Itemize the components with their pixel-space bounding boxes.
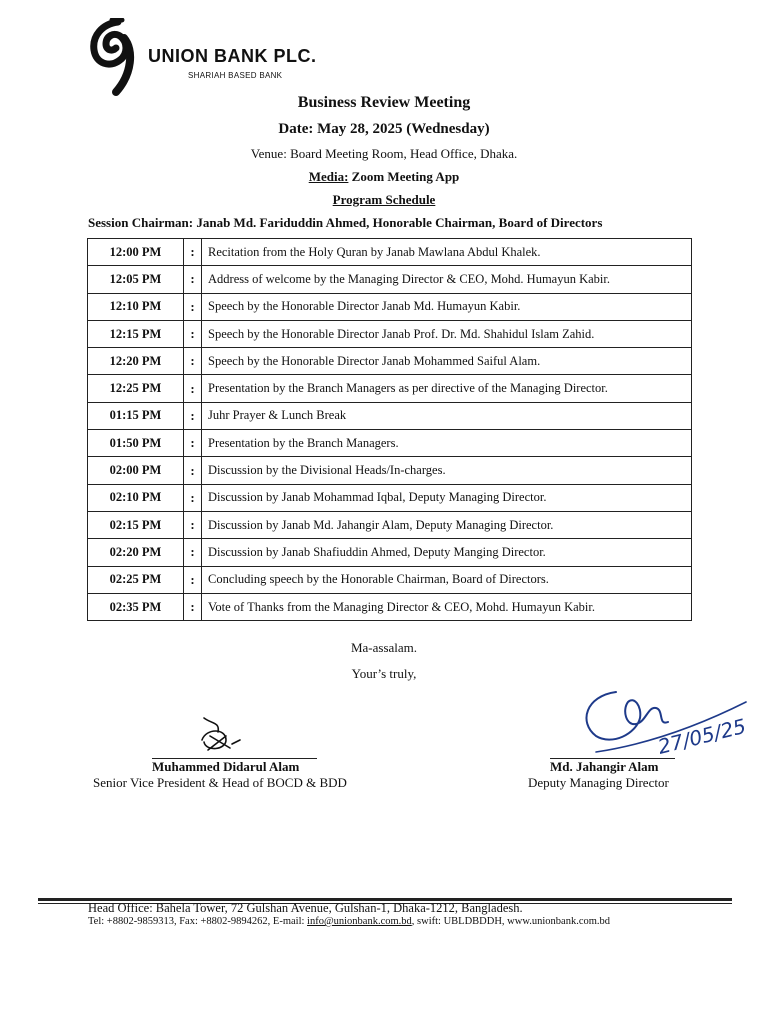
schedule-row [88, 375, 692, 402]
schedule-time: 12:05 PM [88, 266, 184, 293]
schedule-description: Concluding speech by the Honorable Chairman, Board of Directors. [202, 566, 692, 593]
footer-contact-prefix: Tel: +8802-9859313, Fax: +8802-9894262, E-mail: [88, 916, 308, 927]
schedule-description: Discussion by the Divisional Heads/In-charges. [202, 457, 692, 484]
schedule-time: 12:10 PM [88, 293, 184, 320]
schedule-description: Speech by the Honorable Director Janab Md. Humayun Kabir. [202, 293, 692, 320]
schedule-time: 12:20 PM [88, 348, 184, 375]
bank-tagline: SHARIAH BASED BANK [188, 71, 283, 80]
schedule-separator: : [184, 457, 202, 484]
schedule-separator: : [184, 593, 202, 620]
schedule-time: 01:50 PM [88, 430, 184, 457]
signature-date-text: 27/05/25 [655, 713, 749, 759]
schedule-separator: : [184, 539, 202, 566]
schedule-time: 02:35 PM [88, 593, 184, 620]
schedule-row [88, 430, 692, 457]
program-schedule-table [87, 238, 692, 621]
schedule-description: Vote of Thanks from the Managing Director & CEO, Mohd. Humayun Kabir. [202, 593, 692, 620]
signatory-right-title: Deputy Managing Director [528, 775, 669, 790]
schedule-description: Presentation by the Branch Managers as per directive of the Managing Director. [202, 375, 692, 402]
signatory-left-name: Muhammed Didarul Alam [152, 759, 300, 774]
session-chairman: Session Chairman: Janab Md. Fariduddin Ahmed, Honorable Chairman, Board of Directors [88, 215, 603, 230]
schedule-time: 12:25 PM [88, 375, 184, 402]
signatory-left-title: Senior Vice President & Head of BOCD & BDD [93, 775, 347, 790]
schedule-separator: : [184, 239, 202, 266]
schedule-time: 12:00 PM [88, 239, 184, 266]
signature-left-image [196, 714, 244, 756]
schedule-row [88, 593, 692, 620]
schedule-time: 02:20 PM [88, 539, 184, 566]
schedule-row [88, 457, 692, 484]
schedule-time: 12:15 PM [88, 320, 184, 347]
meeting-venue: Venue: Board Meeting Room, Head Office, Dhaka. [250, 146, 518, 161]
schedule-description: Discussion by Janab Shafiuddin Ahmed, Deputy Manging Director. [202, 539, 692, 566]
footer-contact [88, 916, 610, 927]
bank-logo [88, 18, 348, 98]
schedule-description: Speech by the Honorable Director Janab Mohammed Saiful Alam. [202, 348, 692, 375]
schedule-row [88, 484, 692, 511]
schedule-separator: : [184, 511, 202, 538]
schedule-row [88, 266, 692, 293]
schedule-description: Juhr Prayer & Lunch Break [202, 402, 692, 429]
schedule-separator: : [184, 484, 202, 511]
meeting-date: Date: May 28, 2025 (Wednesday) [278, 121, 490, 137]
footer-email-link[interactable]: info@unionbank.com.bd [307, 916, 412, 927]
meeting-media [0, 169, 768, 185]
schedule-row [88, 239, 692, 266]
footer-contact-suffix: , swift: UBLDBDDH, www.unionbank.com.bd [411, 916, 611, 927]
schedule-time: 01:15 PM [88, 402, 184, 429]
schedule-description: Discussion by Janab Mohammad Iqbal, Deputy Managing Director. [202, 484, 692, 511]
media-label: Media: [308, 169, 349, 184]
schedule-row [88, 566, 692, 593]
schedule-time: 02:00 PM [88, 457, 184, 484]
closing-sign-off: Your’s truly, [351, 666, 417, 681]
footer-address: Head Office: Bahela Tower, 72 Gulshan Avenue, Gulshan-1, Dhaka-1212, Bangladesh. [88, 901, 523, 915]
schedule-separator: : [184, 293, 202, 320]
schedule-heading: Program Schedule [332, 192, 436, 207]
schedule-separator: : [184, 375, 202, 402]
schedule-separator: : [184, 402, 202, 429]
schedule-separator: : [184, 566, 202, 593]
schedule-row [88, 539, 692, 566]
union-bank-logo-icon [88, 18, 140, 96]
schedule-time: 02:15 PM [88, 511, 184, 538]
schedule-row [88, 293, 692, 320]
schedule-time: 02:25 PM [88, 566, 184, 593]
meeting-title: Business Review Meeting [297, 94, 471, 111]
schedule-description: Speech by the Honorable Director Janab Prof. Dr. Md. Shahidul Islam Zahid. [202, 320, 692, 347]
schedule-row [88, 511, 692, 538]
closing-salutation: Ma-assalam. [350, 640, 418, 655]
schedule-separator: : [184, 348, 202, 375]
schedule-row [88, 320, 692, 347]
signature-right-image [576, 682, 766, 764]
schedule-separator: : [184, 320, 202, 347]
schedule-separator: : [184, 430, 202, 457]
schedule-body [88, 239, 692, 621]
schedule-description: Address of welcome by the Managing Director & CEO, Mohd. Humayun Kabir. [202, 266, 692, 293]
schedule-separator: : [184, 266, 202, 293]
media-value: Zoom Meeting App [348, 169, 460, 184]
schedule-description: Presentation by the Branch Managers. [202, 430, 692, 457]
schedule-row [88, 402, 692, 429]
schedule-description: Recitation from the Holy Quran by Janab Mawlana Abdul Khalek. [202, 239, 692, 266]
schedule-row [88, 348, 692, 375]
bank-name: UNION BANK PLC. [148, 46, 317, 66]
schedule-time: 02:10 PM [88, 484, 184, 511]
signatory-right-name: Md. Jahangir Alam [550, 759, 659, 774]
schedule-description: Discussion by Janab Md. Jahangir Alam, Deputy Managing Director. [202, 511, 692, 538]
